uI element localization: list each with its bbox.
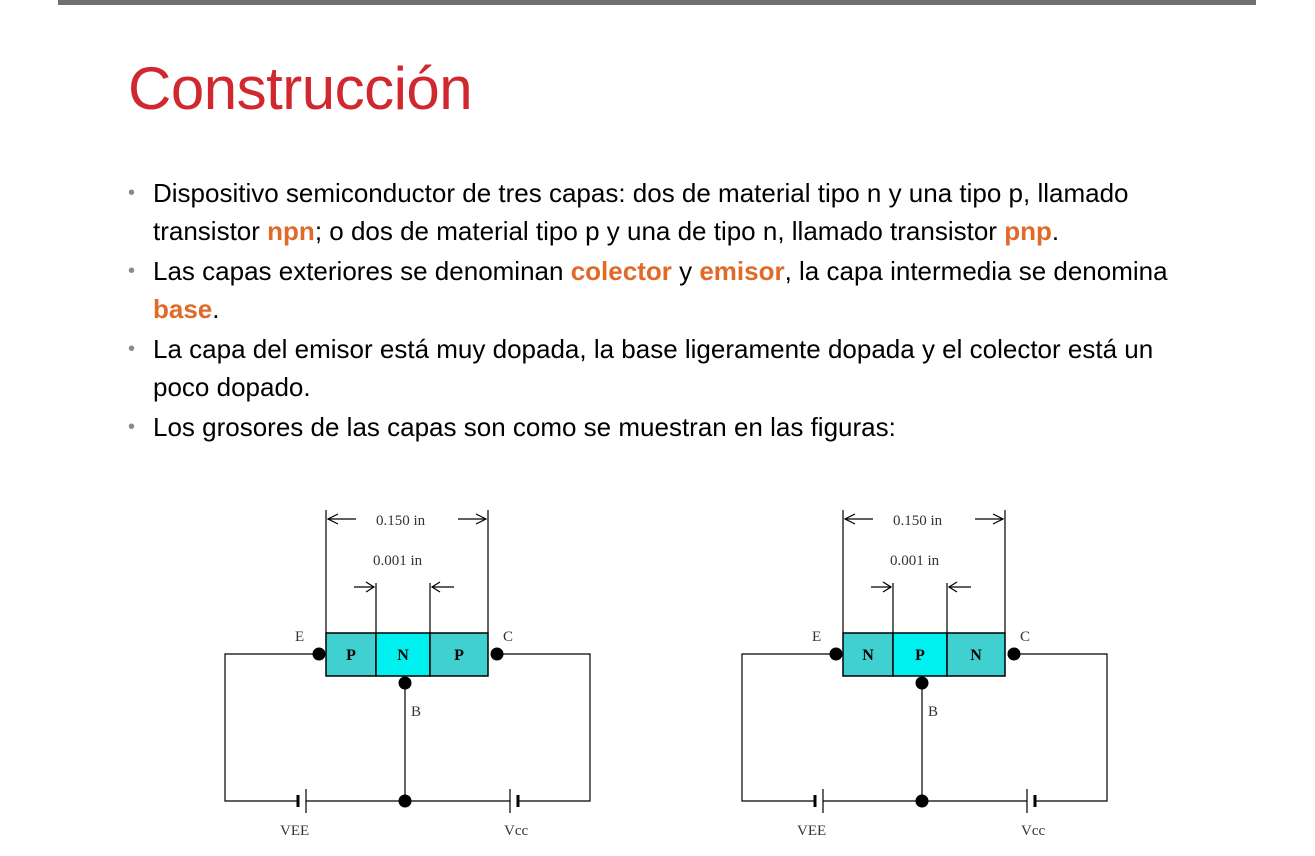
base-label: B [411,704,422,720]
bullet-text: ; o dos de material tipo p y una de tipo n, llamado transistor [314,216,1005,246]
layer-middle-label: P [915,647,925,664]
base-label: B [928,704,939,720]
collector-label: C [1020,629,1031,645]
bullet-text: Dispositivo semiconductor de tres capas: dos de material tipo n y una tipo p, llamado transistor [153,178,1129,246]
total-width-label: 0.150 in [376,513,426,529]
top-rule [58,0,1256,5]
layer-left-label: P [346,647,356,664]
base-width-label: 0.001 in [373,553,423,569]
bullet-item [128,252,1208,328]
collector-label: C [503,629,514,645]
layer-left-label: N [862,647,874,664]
layer-middle-label: N [397,647,409,664]
bullet-text: Las capas exteriores se denominan [153,256,571,286]
bullet-text: La capa del emisor está muy dopada, la base ligeramente dopada y el colector está un poco dopado. [153,334,1154,402]
bullet-text: y [671,256,700,286]
highlight-term: pnp [1004,216,1052,246]
pnp-transistor-diagram [220,505,620,850]
highlight-term: colector [570,256,672,286]
emitter-label: E [812,629,822,645]
bullet-text: Los grosores de las capas son como se muestran en las figuras: [153,412,896,442]
highlight-term: npn [267,216,315,246]
bullet-text: , la capa intermedia se denomina [784,256,1168,286]
layer-right-label: P [454,647,464,664]
emitter-label: E [295,629,305,645]
bullet-marker: • [128,182,136,204]
highlight-term: base [153,294,213,324]
bullet-text: . [212,294,220,324]
layer-right-label: N [970,647,982,664]
bullet-item [128,330,1208,406]
bullet-text: . [1051,216,1060,246]
slide-title: Construcción [128,55,473,122]
base-width-label: 0.001 in [890,553,940,569]
bullet-item [128,408,1208,446]
bullet-marker: • [128,338,136,360]
vee-label: VEE [280,823,310,839]
vcc-label: Vcc [1021,823,1046,839]
vee-label: VEE [797,823,827,839]
bullet-marker: • [128,416,136,438]
npn-transistor-diagram [737,505,1137,850]
vcc-label: Vcc [504,823,529,839]
highlight-term: emisor [699,256,785,286]
bullet-list [128,174,1208,448]
bullet-item [128,174,1208,250]
bullet-marker: • [128,260,136,282]
total-width-label: 0.150 in [893,513,943,529]
